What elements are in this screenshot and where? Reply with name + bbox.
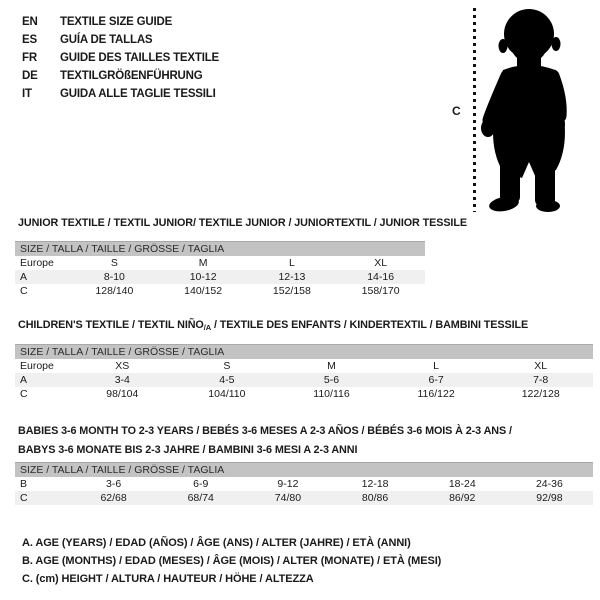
table-cell: 12-18: [361, 478, 389, 490]
table-cell: 6-9: [193, 478, 209, 490]
table-row: [15, 491, 593, 505]
table-row: [15, 270, 425, 284]
row-label: Europe: [20, 360, 54, 372]
row-label: A: [20, 271, 28, 283]
language-code: EN: [22, 16, 38, 28]
size-header-bar: SIZE / TALLA / TAILLE / GRÖSSE / TAGLIA: [15, 462, 593, 477]
height-measure-dotted-line: [473, 8, 476, 212]
table-cell: 116/122: [417, 388, 455, 400]
table-cell: 3-6: [105, 478, 122, 490]
table-cell: 6-7: [428, 374, 444, 386]
table-cell: M: [327, 360, 336, 372]
row-label: C: [20, 388, 28, 400]
footnote-a: A. AGE (YEARS) / EDAD (AÑOS) / ÂGE (ANS) / ALTER (JAHRE) / ETÀ (ANNI): [22, 537, 411, 549]
footnotes: [22, 534, 441, 588]
table-cell: XS: [115, 360, 130, 372]
language-label: GUIDA ALLE TAGLIE TESSILI: [60, 88, 216, 100]
children-title-subscript: /A: [203, 323, 212, 332]
table-row: [15, 373, 593, 387]
table-cell: 152/158: [272, 285, 311, 297]
children-title-part: / TEXTILE DES ENFANTS / KINDERTEXTIL / BAMBINI TESSILE: [211, 319, 529, 331]
table-row: [15, 477, 593, 491]
row-label: Europe: [20, 257, 54, 269]
table-cell: XL: [374, 257, 388, 269]
language-row-de: [22, 67, 219, 85]
language-row-es: [22, 31, 219, 49]
table-cell: 7-8: [533, 374, 549, 386]
language-code: ES: [22, 34, 37, 46]
babies-table-title: [18, 422, 512, 460]
babies-title-line1: BABIES 3-6 MONTH TO 2-3 YEARS / BEBÉS 3-6 MESES A 2-3 AÑOS / BÉBÉS 3-6 MOIS À 2-3 ANS /: [18, 425, 512, 437]
junior-table: [15, 241, 425, 298]
table-cell: S: [223, 360, 231, 372]
size-header-bar: SIZE / TALLA / TAILLE / GRÖSSE / TAGLIA: [15, 344, 593, 359]
language-row-it: [22, 85, 219, 103]
language-code: FR: [22, 52, 37, 64]
table-cell: 8-10: [103, 271, 125, 283]
table-cell: 18-24: [448, 478, 476, 490]
baby-silhouette-icon: [478, 8, 578, 212]
table-cell: 4-5: [219, 374, 235, 386]
table-cell: 14-16: [367, 271, 395, 283]
table-cell: 92/98: [536, 492, 563, 504]
table-cell: 62/68: [100, 492, 127, 504]
table-cell: XL: [534, 360, 548, 372]
language-row-en: [22, 13, 219, 31]
language-row-fr: [22, 49, 219, 67]
size-header-bar: SIZE / TALLA / TAILLE / GRÖSSE / TAGLIA: [15, 241, 425, 256]
babies-table: [15, 462, 593, 505]
table-cell: 140/152: [184, 285, 223, 297]
table-cell: 122/128: [521, 388, 560, 400]
language-code: IT: [22, 88, 32, 100]
height-measure-label: C: [452, 104, 461, 118]
row-label: C: [20, 285, 28, 297]
table-cell: L: [433, 360, 440, 372]
footnote-c: C. (cm) HEIGHT / ALTURA / HAUTEUR / HÖHE / ALTEZZA: [22, 573, 314, 585]
table-cell: 10-12: [189, 271, 217, 283]
table-cell: 9-12: [277, 478, 299, 490]
table-cell: M: [198, 257, 208, 269]
table-cell: 98/104: [106, 388, 139, 400]
table-cell: 68/74: [187, 492, 214, 504]
children-table: [15, 344, 593, 401]
table-row: [15, 387, 593, 401]
children-table-title: [18, 319, 528, 332]
table-cell: 12-13: [278, 271, 306, 283]
table-cell: 80/86: [361, 492, 389, 504]
table-cell: 5-6: [323, 374, 340, 386]
table-cell: 104/110: [208, 388, 246, 400]
table-cell: 74/80: [274, 492, 302, 504]
table-cell: 128/140: [95, 285, 134, 297]
row-label: B: [20, 478, 28, 490]
table-row: [15, 256, 425, 270]
table-cell: 86/92: [449, 492, 476, 504]
footnote-b: B. AGE (MONTHS) / EDAD (MESES) / ÂGE (MOIS) / ALTER (MONATE) / ETÀ (MESI): [22, 555, 442, 567]
table-row: [15, 284, 425, 298]
language-label: TEXTILE SIZE GUIDE: [60, 16, 173, 28]
language-label: GUÍA DE TALLAS: [60, 34, 153, 46]
language-list: [22, 13, 219, 103]
children-title-part: CHILDREN'S TEXTILE / TEXTIL NIÑO: [18, 319, 204, 331]
table-cell: 24-36: [535, 478, 563, 490]
row-label: A: [20, 374, 28, 386]
table-row: [15, 359, 593, 373]
language-label: GUIDE DES TAILLES TEXTILE: [60, 52, 219, 64]
table-cell: 3-4: [114, 374, 130, 386]
junior-table-title: JUNIOR TEXTILE / TEXTIL JUNIOR/ TEXTILE JUNIOR / JUNIORTEXTIL / JUNIOR TESSILE: [18, 217, 467, 229]
babies-title-line2: BABYS 3-6 MONATE BIS 2-3 JAHRE / BAMBINI 3-6 MESI A 2-3 ANNI: [18, 444, 358, 456]
table-cell: 158/170: [361, 285, 400, 297]
language-label: TEXTILGRÖßENFÜHRUNG: [60, 70, 203, 82]
row-label: C: [20, 492, 28, 504]
table-cell: 110/116: [313, 388, 350, 400]
table-cell: L: [288, 257, 295, 269]
language-code: DE: [22, 70, 38, 82]
table-cell: S: [110, 257, 118, 269]
